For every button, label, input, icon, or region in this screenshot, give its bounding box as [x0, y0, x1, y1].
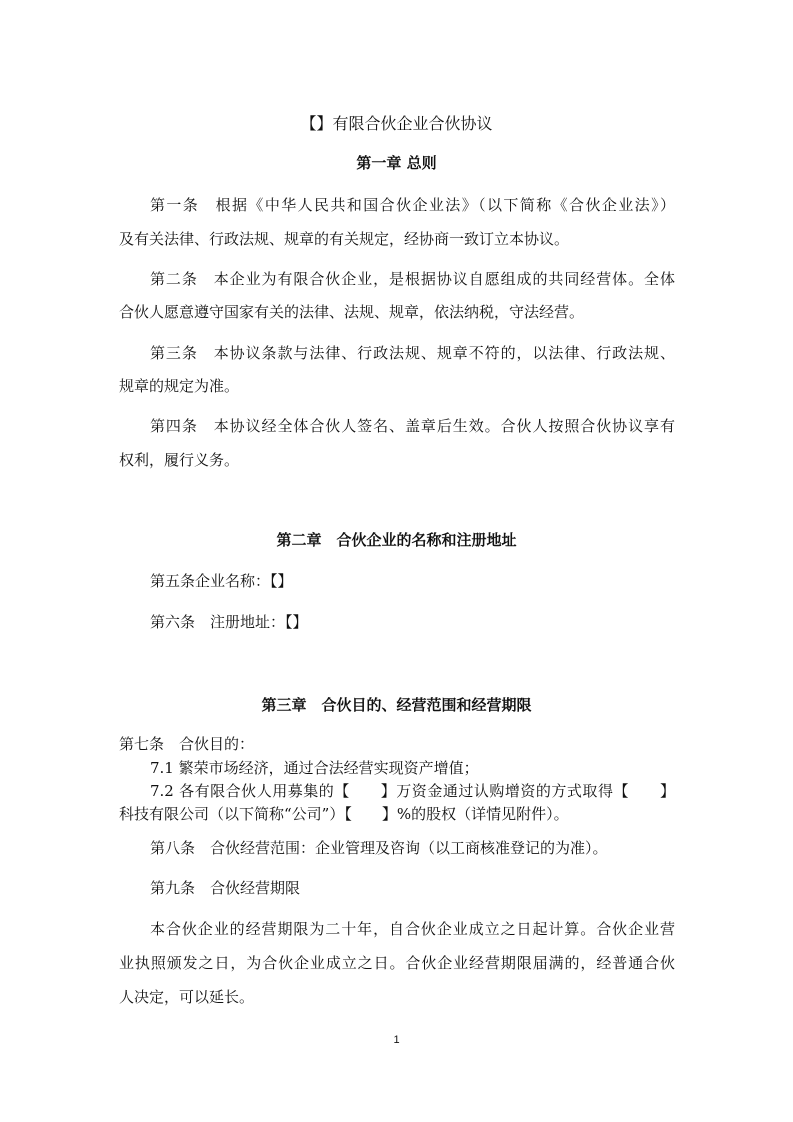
article-9-line-3: 人决定，可以延长。 [119, 988, 255, 1006]
article-6: 第六条 注册地址：【】 [150, 613, 308, 631]
chapter-1-heading: 第一章 总则 [356, 154, 437, 172]
article-3-line-2: 规章的规定为准。 [119, 377, 240, 395]
article-5: 第五条企业名称：【】 [150, 572, 293, 590]
article-2-line-1: 第二条 本企业为有限合伙企业，是根据协议自愿组成的共同经营体。全体 [150, 270, 675, 288]
article-7-item-2-line-2: 科技有限公司（以下简称“公司”）【 】%的股权（详情见附件）。 [119, 805, 569, 823]
article-7-item-2-line-1: 7.2 各有限合伙人用募集的【 】万资金通过认购增资的方式取得【 】 [150, 782, 675, 800]
article-9-line-1: 本合伙企业的经营期限为二十年，自合伙企业成立之日起计算。合伙企业营 [150, 920, 675, 938]
article-4-line-2: 权利，履行义务。 [119, 451, 240, 469]
article-9-line-2: 业执照颁发之日，为合伙企业成立之日。合伙企业经营期限届满的，经普通合伙 [119, 954, 675, 972]
article-8: 第八条 合伙经营范围：企业管理及咨询（以工商核准登记的为准）。 [150, 839, 608, 857]
chapter-3-heading: 第三章 合伙目的、经营范围和经营期限 [261, 696, 532, 714]
article-7-head: 第七条 合伙目的： [119, 735, 255, 753]
article-4-line-1: 第四条 本协议经全体合伙人签名、盖章后生效。合伙人按照合伙协议享有 [150, 417, 675, 435]
article-1-line-2: 及有关法律、行政法规、规章的有关规定，经协商一致订立本协议。 [119, 230, 570, 248]
chapter-2-heading: 第二章 合伙企业的名称和注册地址 [276, 531, 517, 549]
article-1-line-1: 第一条 根据《中华人民共和国合伙企业法》（以下简称《合伙企业法》） [150, 196, 675, 214]
article-3-line-1: 第三条 本协议条款与法律、行政法规、规章不符的，以法律、行政法规、 [150, 344, 675, 362]
article-2-line-2: 合伙人愿意遵守国家有关的法律、法规、规章，依法纳税，守法经营。 [119, 303, 585, 321]
document-title: 【】有限合伙企业合伙协议 [300, 114, 493, 133]
page-number: 1 [393, 1034, 400, 1046]
article-7-item-1: 7.1 繁荣市场经济，通过合法经营实现资产增值； [150, 759, 479, 777]
article-9-head: 第九条 合伙经营期限 [150, 879, 301, 897]
